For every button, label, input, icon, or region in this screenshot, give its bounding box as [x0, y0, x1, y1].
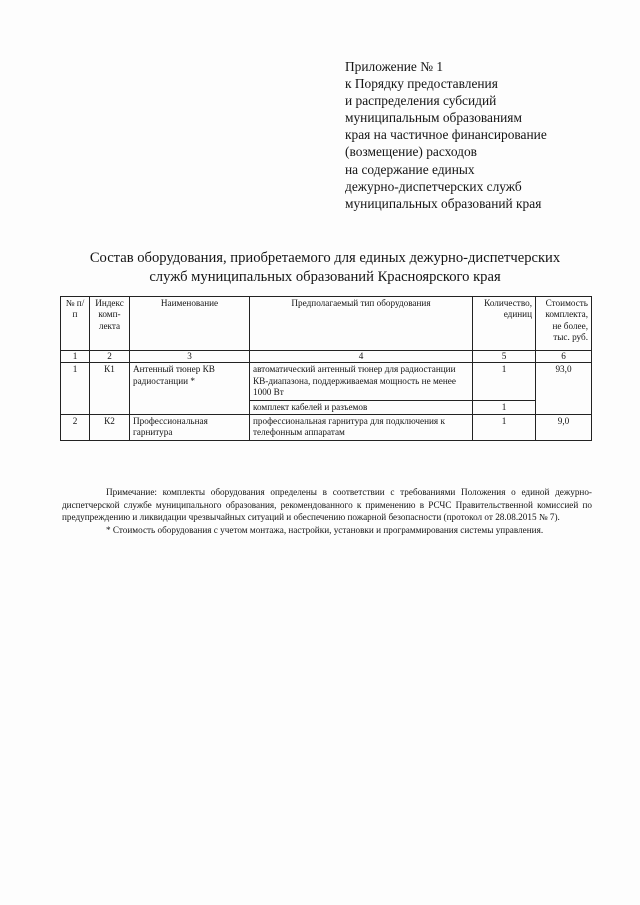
column-number: 2: [90, 351, 130, 363]
appendix-line: к Порядку предоставления: [345, 76, 498, 92]
footnote-paragraph: * Стоимость оборудования с учетом монтажа, настройки, установки и программирования системы управления.: [106, 524, 544, 535]
column-number: 1: [61, 351, 90, 363]
row-cost: 93,0: [536, 363, 592, 415]
row-extra-type: комплект кабелей и разъемов: [250, 400, 473, 414]
appendix-line: (возмещение) расходов: [345, 144, 477, 160]
title-line-1: Состав оборудования, приобретаемого для единых дежурно-диспетчерских: [89, 250, 561, 266]
appendix-line: края на частичное финансирование: [345, 127, 547, 143]
column-number: 6: [536, 351, 592, 363]
row-qty: 1: [473, 415, 536, 441]
header-num: № п/п: [61, 297, 90, 351]
row-type: автоматический антенный тюнер для радиостанции КВ-диапазона, поддерживаемая мощность не менее 1000 Вт: [250, 363, 473, 400]
row-num: 2: [61, 415, 90, 441]
row-type: профессиональная гарнитура для подключения к телефонным аппаратам: [250, 415, 473, 441]
row-cost: 9,0: [536, 415, 592, 441]
appendix-line: Приложение № 1: [345, 59, 444, 74]
appendix-line: муниципальных образований края: [345, 195, 542, 211]
header-cost: Стоимость комплекта, не более, тыс. руб.: [536, 297, 592, 351]
appendix-line: муниципальным образованиям: [345, 110, 522, 126]
header-name: Наименование: [130, 297, 250, 351]
equipment-table: [60, 296, 592, 441]
column-number: 5: [473, 351, 536, 363]
row-qty: 1: [473, 363, 536, 400]
header-type: Предполагаемый тип оборудования: [250, 297, 473, 351]
table-row: [61, 415, 592, 441]
row-name: Профессиональная гарнитура: [130, 415, 250, 441]
column-number-row: [61, 351, 592, 363]
appendix-line: дежурно-диспетчерских служб: [345, 178, 522, 194]
row-index: К2: [90, 415, 130, 441]
table-row: [61, 363, 592, 400]
document-title: [60, 249, 590, 286]
row-extra-qty: 1: [473, 400, 536, 414]
column-number: 4: [250, 351, 473, 363]
header-index: Индекс комп-лекта: [90, 297, 130, 351]
appendix-header: [345, 58, 625, 212]
row-index: К1: [90, 363, 130, 415]
notes-section: [62, 486, 592, 536]
column-number: 3: [130, 351, 250, 363]
header-qty: Количество, единиц: [473, 297, 536, 351]
appendix-line: и распределения субсидий: [345, 93, 497, 109]
table-header-row: [61, 297, 592, 351]
appendix-line: на содержание единых: [345, 161, 475, 177]
note-paragraph: Примечание: комплекты оборудования определены в соответствии с требованиями Положения о единой дежурно-диспетчерской службе муниципального образования, рекомендованного к применению в РСЧС Правительственной комиссией по предупреждению и ликвидации чрезвычайных ситуаций и обеспечению пожарной безопасности (протокол от 28.08.2015 № 7).: [62, 487, 592, 522]
row-name: Антенный тюнер КВ радиостанции *: [130, 363, 250, 415]
row-num: 1: [61, 363, 90, 415]
title-line-2: служб муниципальных образований Красноярского края: [149, 268, 501, 285]
